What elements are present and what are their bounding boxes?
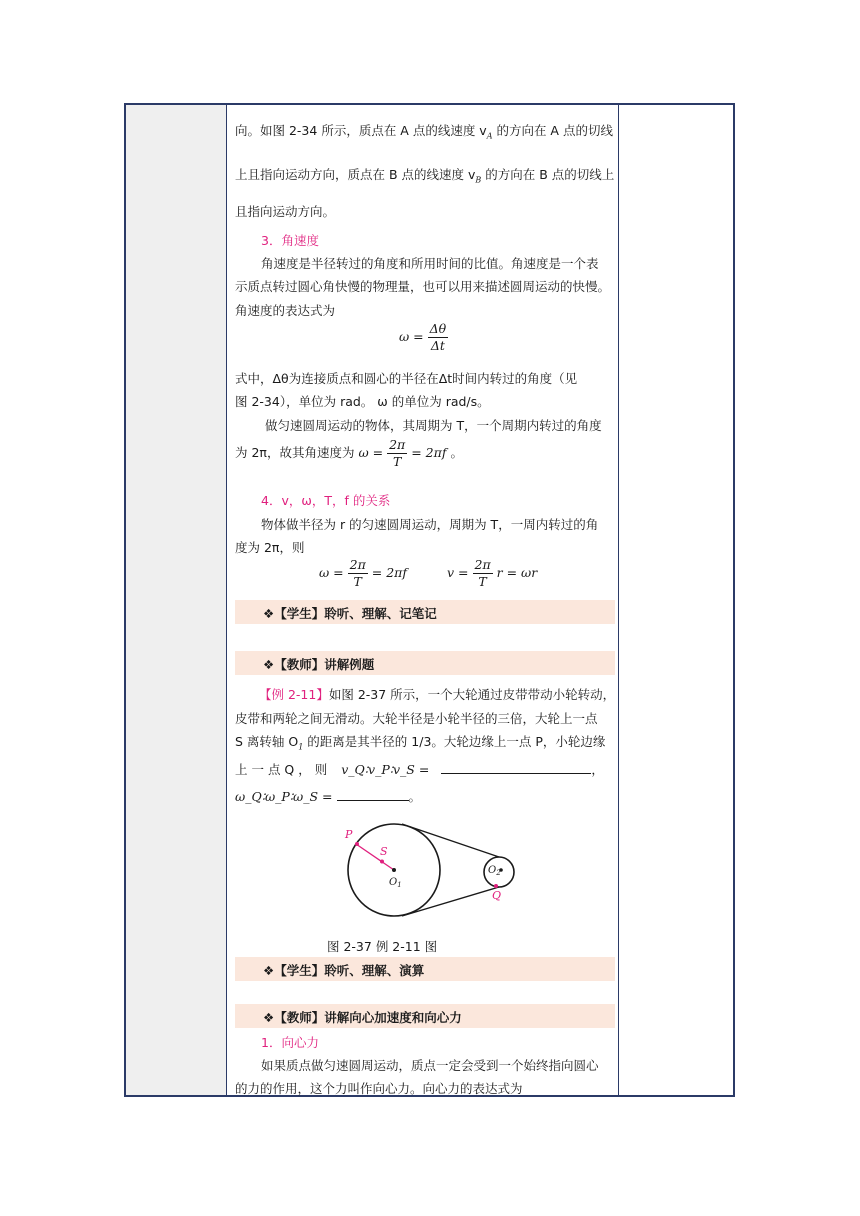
formula-omega: ω = $\frac{\Delta\theta}{\Delta t}$ bbox=[399, 321, 447, 353]
text-line: 物体做半径为 r 的匀速圆周运动，周期为 T，一周内转过的角 bbox=[261, 517, 599, 532]
student-band-2: ❖【学生】聆听、理解、演算 bbox=[235, 957, 615, 981]
label-s: S bbox=[380, 845, 388, 858]
text-line: 皮带和两轮之间无滑动。大轮半径是小轮半径的三倍，大轮上一点 bbox=[235, 711, 598, 726]
text-line: 为 2π，故其角速度为 ω = $\frac{2\pi}{T}$ = 2πf 。 bbox=[235, 437, 463, 469]
label-q: Q bbox=[492, 889, 502, 902]
text-line: 向。如图 2-34 所示，质点在 A 点的线速度 $v_A$ 的方向在 A 点的切线 bbox=[235, 123, 613, 141]
text-line: 式中，Δθ为连接质点和圆心的半径在Δt时间内转过的角度（见 bbox=[235, 371, 578, 386]
text-line: S 离转轴 $O_1$ 的距离是其半径的 1/3。大轮边缘上一点 P，小轮边缘 bbox=[235, 734, 606, 752]
text-line: 图 2-34），单位为 rad。 ω 的单位为 rad/s。 bbox=[235, 394, 490, 409]
text-line: 上且指向运动方向，质点在 B 点的线速度 $v_B$ 的方向在 B 点的切线上 bbox=[235, 167, 615, 185]
formula-velocity: v = $\frac{2\pi}{T}$ r = ωr bbox=[447, 557, 538, 589]
label-p: P bbox=[345, 828, 353, 841]
example-line: 【例 2-11】如图 2-37 所示，一个大轮通过皮带带动小轮转动， bbox=[259, 687, 616, 702]
teacher-band-2: ❖【教师】讲解向心加速度和向心力 bbox=[235, 1004, 615, 1028]
teacher-band-1: ❖【教师】讲解例题 bbox=[235, 651, 615, 675]
text-line: 如果质点做匀速圆周运动，质点一定会受到一个始终指向圆心 bbox=[261, 1058, 599, 1073]
text-line: ω_Q∶ω_P∶ω_S = 。 bbox=[235, 789, 422, 804]
text-line: 的力的作用，这个力叫作向心力。向心力的表达式为 bbox=[235, 1081, 523, 1096]
text-line: 度为 2π，则 bbox=[235, 540, 305, 555]
section-heading: 3．角速度 bbox=[261, 233, 319, 248]
section-heading: 1．向心力 bbox=[261, 1035, 319, 1050]
student-band-1: ❖【学生】聆听、理解、记笔记 bbox=[235, 600, 615, 624]
text-line: 做匀速圆周运动的物体，其周期为 T，一个周期内转过的角度 bbox=[265, 418, 602, 433]
belt-pulley-figure bbox=[337, 817, 537, 929]
text-line: 角速度是半径转过的角度和所用时间的比值。角速度是一个表 bbox=[261, 256, 599, 271]
formula-omega-2: ω = $\frac{2\pi}{T}$ = 2πf bbox=[319, 557, 408, 589]
answer-blank-omega[interactable] bbox=[337, 800, 409, 801]
text-line: 角速度的表达式为 bbox=[235, 303, 336, 318]
text-line: 且指向运动方向。 bbox=[235, 204, 336, 219]
example-tag: 【例 2-11】 bbox=[259, 687, 329, 702]
label-o1: $O_1$ bbox=[389, 877, 402, 889]
text-line: 示质点转过圆心角快慢的物理量，也可以用来描述圆周运动的快慢。 bbox=[235, 279, 611, 294]
left-column bbox=[126, 105, 227, 1095]
label-o2: $O_2$ bbox=[488, 865, 501, 877]
right-column bbox=[618, 105, 733, 1095]
figure-caption: 图 2-37 例 2-11 图 bbox=[327, 939, 438, 954]
main-column bbox=[227, 105, 621, 1095]
lesson-table bbox=[124, 103, 735, 1097]
answer-blank-velocity[interactable] bbox=[441, 773, 591, 774]
section-heading: 4．v，ω，T，f 的关系 bbox=[261, 493, 391, 508]
text-line: 上 一 点 Q ， 则 v_Q∶v_P∶v_S = ， bbox=[235, 762, 604, 777]
